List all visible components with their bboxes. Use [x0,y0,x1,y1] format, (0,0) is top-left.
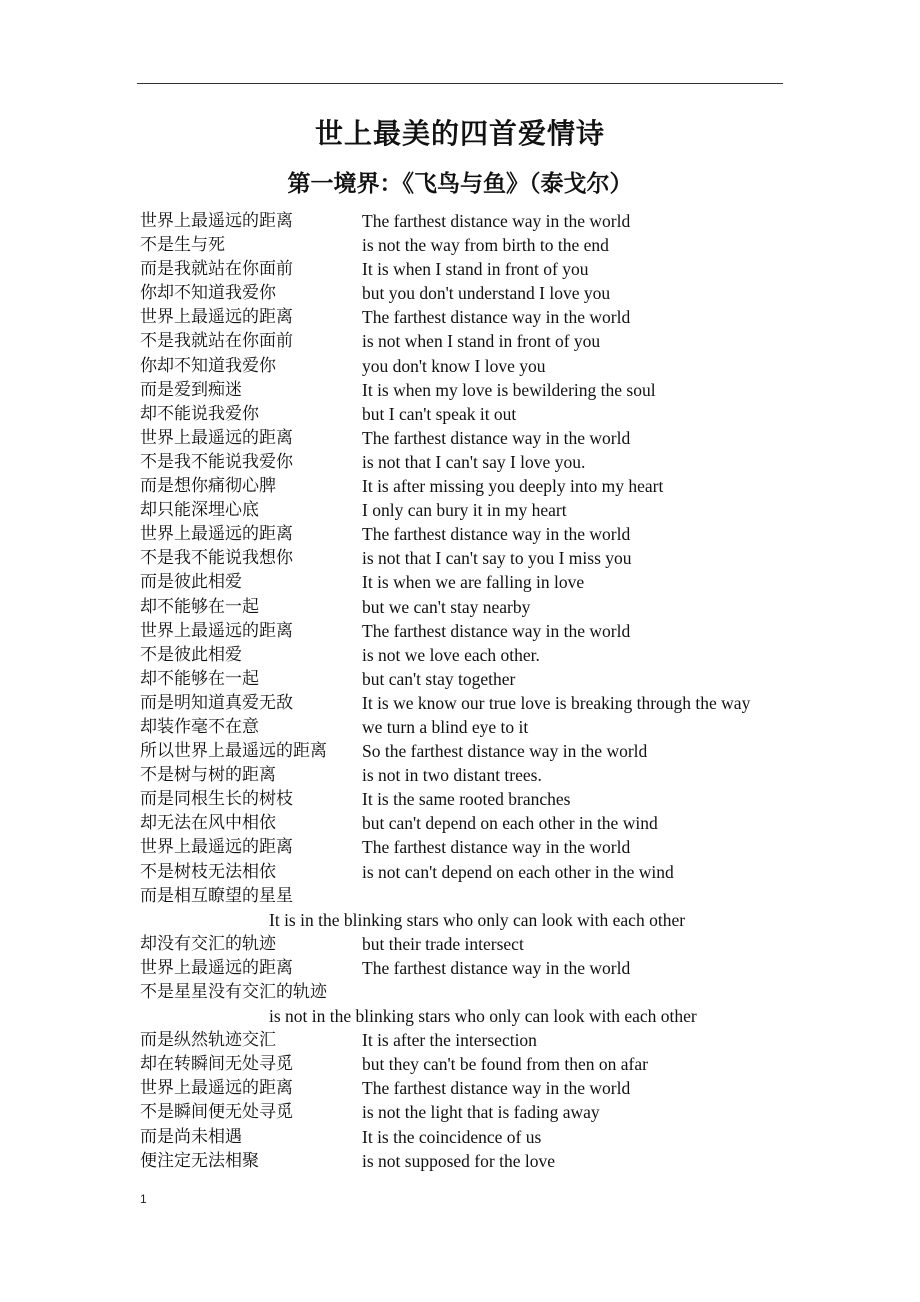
poem-line-chinese: 不是我就站在你面前 [140,331,293,352]
poem-line-chinese: 不是树枝无法相依 [140,861,276,882]
poem-line [140,329,800,353]
poem-line-chinese: 却不能说我爱你 [140,403,259,424]
poem-line-english: is not that I can't say to you I miss you [362,548,632,569]
poem-line-english: is not the light that is fading away [362,1102,600,1123]
header-rule [137,83,783,84]
poem-line [140,787,800,811]
poem-line [140,1100,800,1124]
poem-line [140,1004,800,1028]
poem-line-english: The farthest distance way in the world [362,837,631,858]
poem-line-chinese: 世界上最遥远的距离 [140,1078,293,1099]
poem-line-chinese: 所以世界上最遥远的距离 [140,741,327,762]
poem-line-english: is not in the blinking stars who only can look with each other [269,1006,697,1027]
poem-line-english: but they can't be found from then on afar [362,1054,648,1075]
poem-line [140,257,800,281]
poem-line [140,546,800,570]
poem-line-english: is not the way from birth to the end [362,235,609,256]
poem-line-chinese: 世界上最遥远的距离 [140,837,293,858]
poem-line-english: but can't stay together [362,668,516,689]
poem-line-english: is not we love each other. [362,644,540,665]
poem-line-chinese: 便注定无法相聚 [140,1150,259,1171]
poem-line-chinese: 却无法在风中相依 [140,813,276,834]
poem-line [140,835,800,859]
poem-line-english: The farthest distance way in the world [362,957,631,978]
poem-line [140,354,800,378]
poem-line [140,763,800,787]
poem-line [140,1028,800,1052]
poem-line [140,619,800,643]
poem-line-chinese: 却不能够在一起 [140,668,259,689]
poem-line-chinese: 而是爱到痴迷 [140,379,242,400]
poem-line [140,498,800,522]
poem-line-chinese: 而是明知道真爱无敌 [140,692,293,713]
poem-line-english: is not that I can't say I love you. [362,451,586,472]
poem-line-english: is not when I stand in front of you [362,331,601,352]
poem-line [140,426,800,450]
poem-line-chinese: 不是生与死 [140,235,225,256]
poem-line [140,956,800,980]
poem-line [140,980,800,1004]
poem-line-chinese: 却在转瞬间无处寻觅 [140,1054,293,1075]
poem-line [140,450,800,474]
poem-body [140,209,800,1173]
poem-line [140,209,800,233]
poem-line [140,281,800,305]
poem-line-chinese: 不是瞬间便无处寻觅 [140,1102,293,1123]
poem-line-chinese: 世界上最遥远的距离 [140,307,293,328]
poem-line-chinese: 世界上最遥远的距离 [140,524,293,545]
poem-line-chinese: 而是想你痛彻心脾 [140,476,276,497]
poem-line-english: It is when my love is bewildering the soul [362,379,656,400]
poem-line-english: we turn a blind eye to it [362,716,529,737]
poem-line-english: is not supposed for the love [362,1150,555,1171]
poem-line [140,884,800,908]
poem-line-english: It is when we are falling in love [362,572,585,593]
poem-line-english: you don't know I love you [362,355,546,376]
poem-line-english: The farthest distance way in the world [362,524,631,545]
poem-line [140,402,800,426]
poem-line [140,908,800,932]
poem-line-english: It is the same rooted branches [362,789,571,810]
poem-line-chinese: 世界上最遥远的距离 [140,427,293,448]
poem-line-chinese: 却不能够在一起 [140,596,259,617]
poem-line-english: but we can't stay nearby [362,596,531,617]
poem-subtitle: 第一境界：《飞鸟与鱼》（泰戈尔） [287,171,633,197]
poem-line-chinese: 却装作毫不在意 [140,716,259,737]
poem-line-chinese: 而是同根生长的树枝 [140,789,293,810]
poem-line-english: is not in two distant trees. [362,765,542,786]
poem-line [140,474,800,498]
poem-line [140,522,800,546]
poem-line-english: I only can bury it in my heart [362,500,567,521]
poem-line-chinese: 不是树与树的距离 [140,765,276,786]
poem-line-english: So the farthest distance way in the world [362,741,648,762]
poem-line [140,233,800,257]
poem-line-chinese: 而是相互瞭望的星星 [140,885,293,906]
page-number: 1 [140,1192,147,1206]
poem-line [140,1076,800,1100]
poem-line-english: It is in the blinking stars who only can look with each other [269,909,686,930]
poem-line-chinese: 你却不知道我爱你 [140,283,276,304]
poem-line-chinese: 而是纵然轨迹交汇 [140,1030,276,1051]
poem-line [140,1052,800,1076]
poem-line-chinese: 而是尚未相遇 [140,1126,242,1147]
poem-line-chinese: 世界上最遥远的距离 [140,957,293,978]
poem-line-chinese: 不是我不能说我想你 [140,548,293,569]
poem-line [140,378,800,402]
poem-line-chinese: 世界上最遥远的距离 [140,211,293,231]
poem-line [140,1149,800,1173]
document-title: 世上最美的四首爱情诗 [314,117,605,150]
poem-line [140,643,800,667]
poem-line-english: but their trade intersect [362,933,524,954]
poem-line [140,739,800,763]
poem-line-english: It is after missing you deeply into my heart [362,476,664,497]
poem-line-english: The farthest distance way in the world [362,307,631,328]
poem-line [140,715,800,739]
poem-line-english: It is we know our true love is breaking through the way [362,692,751,713]
poem-line-chinese: 不是我不能说我爱你 [140,451,293,472]
poem-line-chinese: 却只能深埋心底 [140,500,259,521]
poem-line-english: but I can't speak it out [362,403,517,424]
poem-line [140,667,800,691]
poem-line [140,305,800,329]
poem-line [140,570,800,594]
poem-line-english: is not can't depend on each other in the wind [362,861,674,882]
poem-line-chinese: 你却不知道我爱你 [140,355,276,376]
poem-line-english: The farthest distance way in the world [362,1078,631,1099]
poem-line-english: but can't depend on each other in the wind [362,813,658,834]
poem-line-chinese: 却没有交汇的轨迹 [140,933,276,954]
poem-line-english: It is the coincidence of us [362,1126,542,1147]
poem-line [140,1125,800,1149]
poem-line-english: The farthest distance way in the world [362,211,631,231]
poem-line-chinese: 而是彼此相爱 [140,572,242,593]
poem-line [140,691,800,715]
poem-line [140,860,800,884]
poem-line-chinese: 不是星星没有交汇的轨迹 [140,982,327,1002]
poem-line-chinese: 不是彼此相爱 [140,644,242,665]
poem-line-english: It is after the intersection [362,1030,537,1051]
poem-line-english: The farthest distance way in the world [362,620,631,641]
poem-line-english: It is when I stand in front of you [362,259,589,280]
poem-line-chinese: 世界上最遥远的距离 [140,620,293,641]
poem-line [140,595,800,619]
poem-line-chinese: 而是我就站在你面前 [140,259,293,280]
poem-line [140,811,800,835]
poem-line-english: but you don't understand I love you [362,283,611,304]
poem-line-english: The farthest distance way in the world [362,427,631,448]
poem-line [140,932,800,956]
